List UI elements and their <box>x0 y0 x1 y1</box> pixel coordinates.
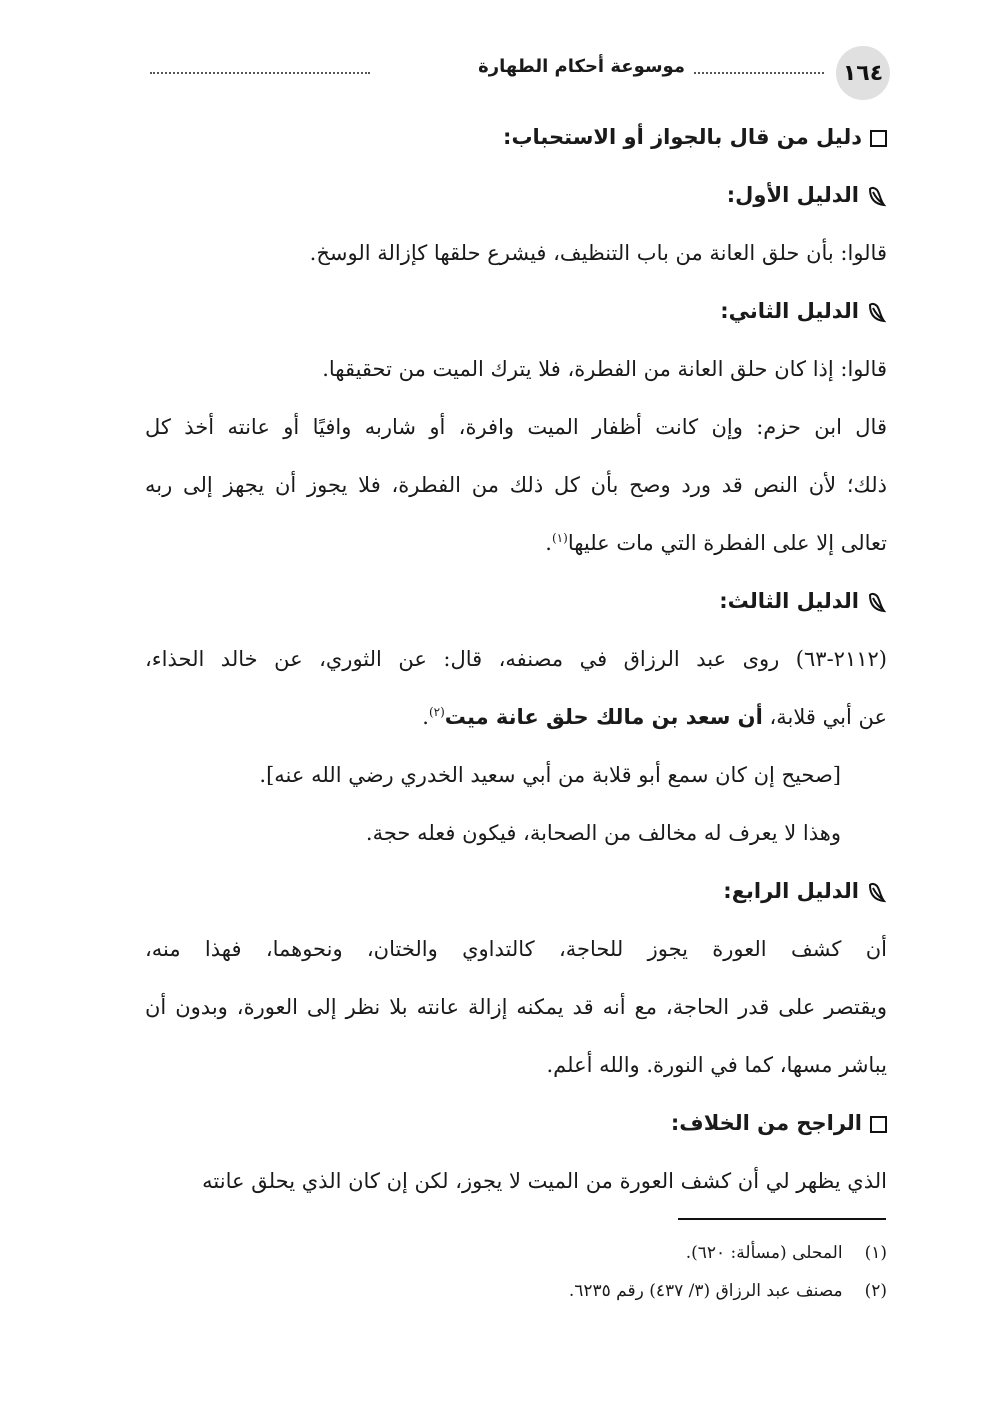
paragraph: قالوا: بأن حلق العانة من باب التنظيف، فيشرع حلقها كإزالة الوسخ. <box>309 241 887 265</box>
evidence-heading-1-text: الدليل الأول: <box>726 183 859 207</box>
evidence-heading-1 <box>145 166 887 224</box>
evidence-heading-2 <box>145 282 887 340</box>
paragraph-line: قال ابن حزم: وإن كانت أظفار الميت وافرة، أو شاربه وافيًا أو عانته أخذ كل <box>145 415 887 439</box>
preponderant-heading-text: الراجح من الخلاف: <box>670 1111 862 1135</box>
paragraph: وهذا لا يعرف له مخالف من الصحابة، فيكون فعله حجة. <box>365 821 841 845</box>
footnote-reference: (٢) <box>428 705 445 719</box>
square-box-icon <box>870 130 887 147</box>
footnote-separator <box>678 1218 886 1220</box>
paragraph-text: عن أبي قلابة، <box>762 705 887 729</box>
grading-note: [صحيح إن كان سمع أبو قلابة من أبي سعيد الخدري رضي الله عنه]. <box>259 763 841 787</box>
footnote <box>147 1272 887 1310</box>
footnote-number: (١) <box>864 1243 887 1263</box>
paragraph: قالوا: إذا كان حلق العانة من الفطرة، فلا يترك الميت من تحقيقها. <box>322 357 887 381</box>
footnote-text: مصنف عبد الرزاق (٣/ ٤٣٧) رقم ٦٢٣٥. <box>568 1281 843 1301</box>
paragraph-line: أن كشف العورة يجوز للحاجة، كالتداوي والختان، ونحوهما، فهذا منه، <box>145 937 887 961</box>
section-heading-text: دليل من قال بالجواز أو الاستحباب: <box>503 125 862 149</box>
footnotes <box>147 1234 887 1310</box>
footnote <box>147 1234 887 1272</box>
evidence-heading-4-text: الدليل الرابع: <box>723 879 859 903</box>
preponderant-heading <box>145 1094 887 1152</box>
paragraph-line: (٢١١٢-٦٣) روى عبد الرزاق في مصنفه، قال: عن الثوري، عن خالد الحذاء، <box>145 647 887 671</box>
leaf-ornament-icon <box>867 301 887 323</box>
page-number: ١٦٤ <box>836 46 890 100</box>
evidence-heading-4 <box>145 862 887 920</box>
paragraph-text: تعالى إلا على الفطرة التي مات عليها <box>567 531 887 555</box>
header-dotted-rule-right <box>694 72 824 74</box>
main-text <box>145 108 887 1210</box>
evidence-heading-3-text: الدليل الثالث: <box>719 589 859 613</box>
evidence-heading-3 <box>145 572 887 630</box>
footnote-text: المحلى (مسألة: ٦٢٠). <box>685 1243 843 1263</box>
leaf-ornament-icon <box>867 185 887 207</box>
paragraph-line: يباشر مسها، كما في النورة. والله أعلم. <box>546 1053 887 1077</box>
book-title: موسوعة أحكام الطهارة <box>478 56 685 77</box>
paragraph-line: ويقتصر على قدر الحاجة، مع أنه قد يمكنه إزالة عانته بلا نظر إلى العورة، وبدون أن <box>145 995 887 1019</box>
page-header <box>140 44 890 100</box>
paragraph-line: تعالى إلا على الفطرة التي مات عليها$^{(١)}$. <box>545 531 887 555</box>
footnote-reference: (١) <box>551 531 568 545</box>
header-dotted-rule-left <box>150 72 370 74</box>
bold-text: أن سعد بن مالك حلق عانة ميت <box>444 705 763 729</box>
paragraph-line: الذي يظهر لي أن كشف العورة من الميت لا يجوز، لكن إن كان الذي يحلق عانته <box>202 1169 887 1193</box>
evidence-heading-2-text: الدليل الثاني: <box>720 299 859 323</box>
paragraph-line: ذلك؛ لأن النص قد ورد وصح بأن كل ذلك من الفطرة، فلا يجوز أن يجهز إلى ربه <box>145 473 887 497</box>
leaf-ornament-icon <box>867 591 887 613</box>
square-box-icon <box>870 1116 887 1133</box>
paragraph-line: عن أبي قلابة، أن سعد بن مالك حلق عانة ميت$^{(٢)}$. <box>422 705 887 729</box>
leaf-ornament-icon <box>867 881 887 903</box>
footnote-number: (٢) <box>864 1281 887 1301</box>
section-heading <box>145 108 887 166</box>
